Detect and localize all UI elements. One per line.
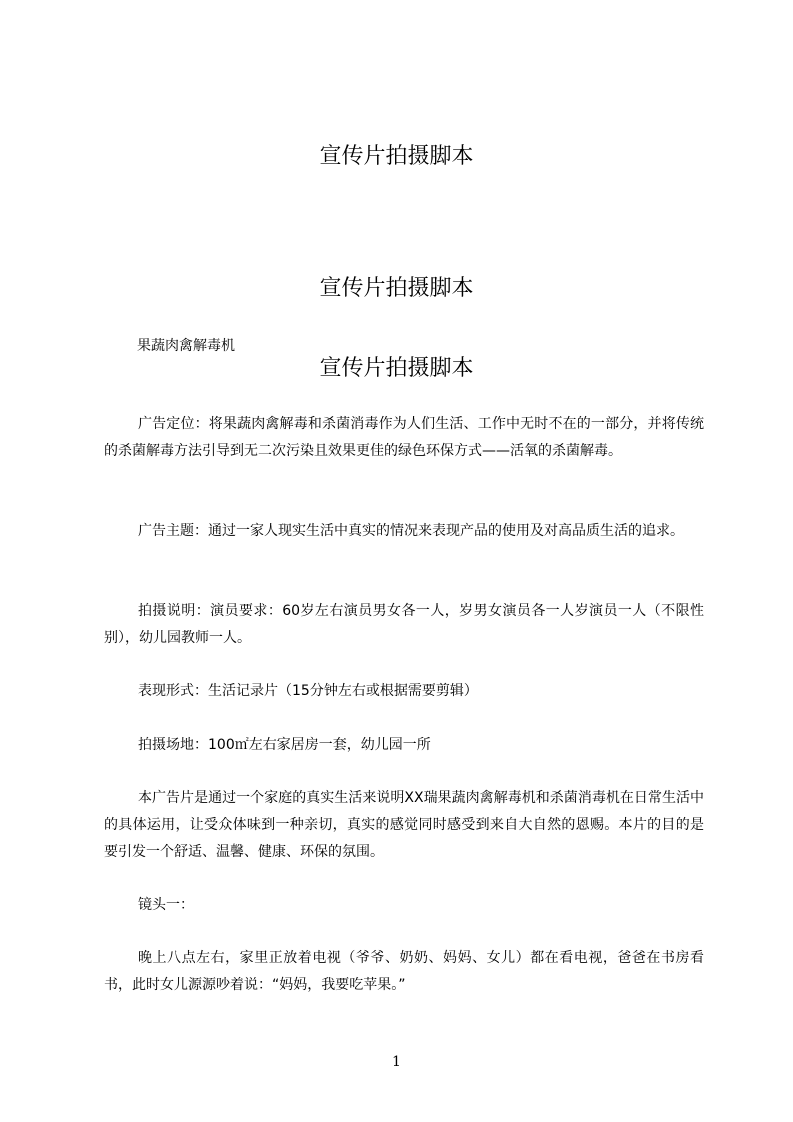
paragraph-overview: 本广告片是通过一个家庭的真实生活来说明XX瑞果蔬肉禽解毒机和杀菌消毒机在日常生活中的具体运用，让受众体味到一种亲切，真实的感觉同时感受到来自大自然的恩赐。本片的目的是要引发一个舒适、温馨、健康、环保的氛围。: [104, 790, 704, 860]
document-title: 宣传片拍摄脚本: [319, 144, 474, 169]
paragraph-shot-heading: 镜头一：: [138, 897, 194, 913]
document-title-repeat-2: 宣传片拍摄脚本: [319, 356, 474, 381]
paragraph-ad-theme: 广告主题：通过一家人现实生活中真实的情况来表现产品的使用及对高品质生活的追求。: [138, 523, 684, 539]
paragraph-shot-one: 晚上八点左右，家里正放着电视（爷爷、奶奶、妈妈、女儿）都在看电视，爸爸在书房看书，此时女儿源源吵着说：“妈妈，我要吃苹果。”: [104, 950, 704, 993]
paragraph-ad-positioning: 广告定位：将果蔬肉禽解毒和杀菌消毒作为人们生活、工作中无时不在的一部分，并将传统的杀菌解毒方法引导到无二次污染且效果更佳的绿色环保方式——活氧的杀菌解毒。: [104, 416, 704, 459]
product-subject: 果蔬肉禽解毒机: [137, 338, 235, 354]
page-number: 1: [392, 1054, 401, 1070]
paragraph-location: 拍摄场地：100㎡左右家居房一套，幼儿园一所: [138, 737, 431, 753]
paragraph-format: 表现形式：生活记录片（15分钟左右或根据需要剪辑）: [138, 683, 478, 699]
paragraph-shooting-notes: 拍摄说明：演员要求：60岁左右演员男女各一人，岁男女演员各一人岁演员一人（不限性别），幼儿园教师一人。: [104, 603, 704, 646]
document-title-repeat: 宣传片拍摄脚本: [319, 276, 474, 301]
